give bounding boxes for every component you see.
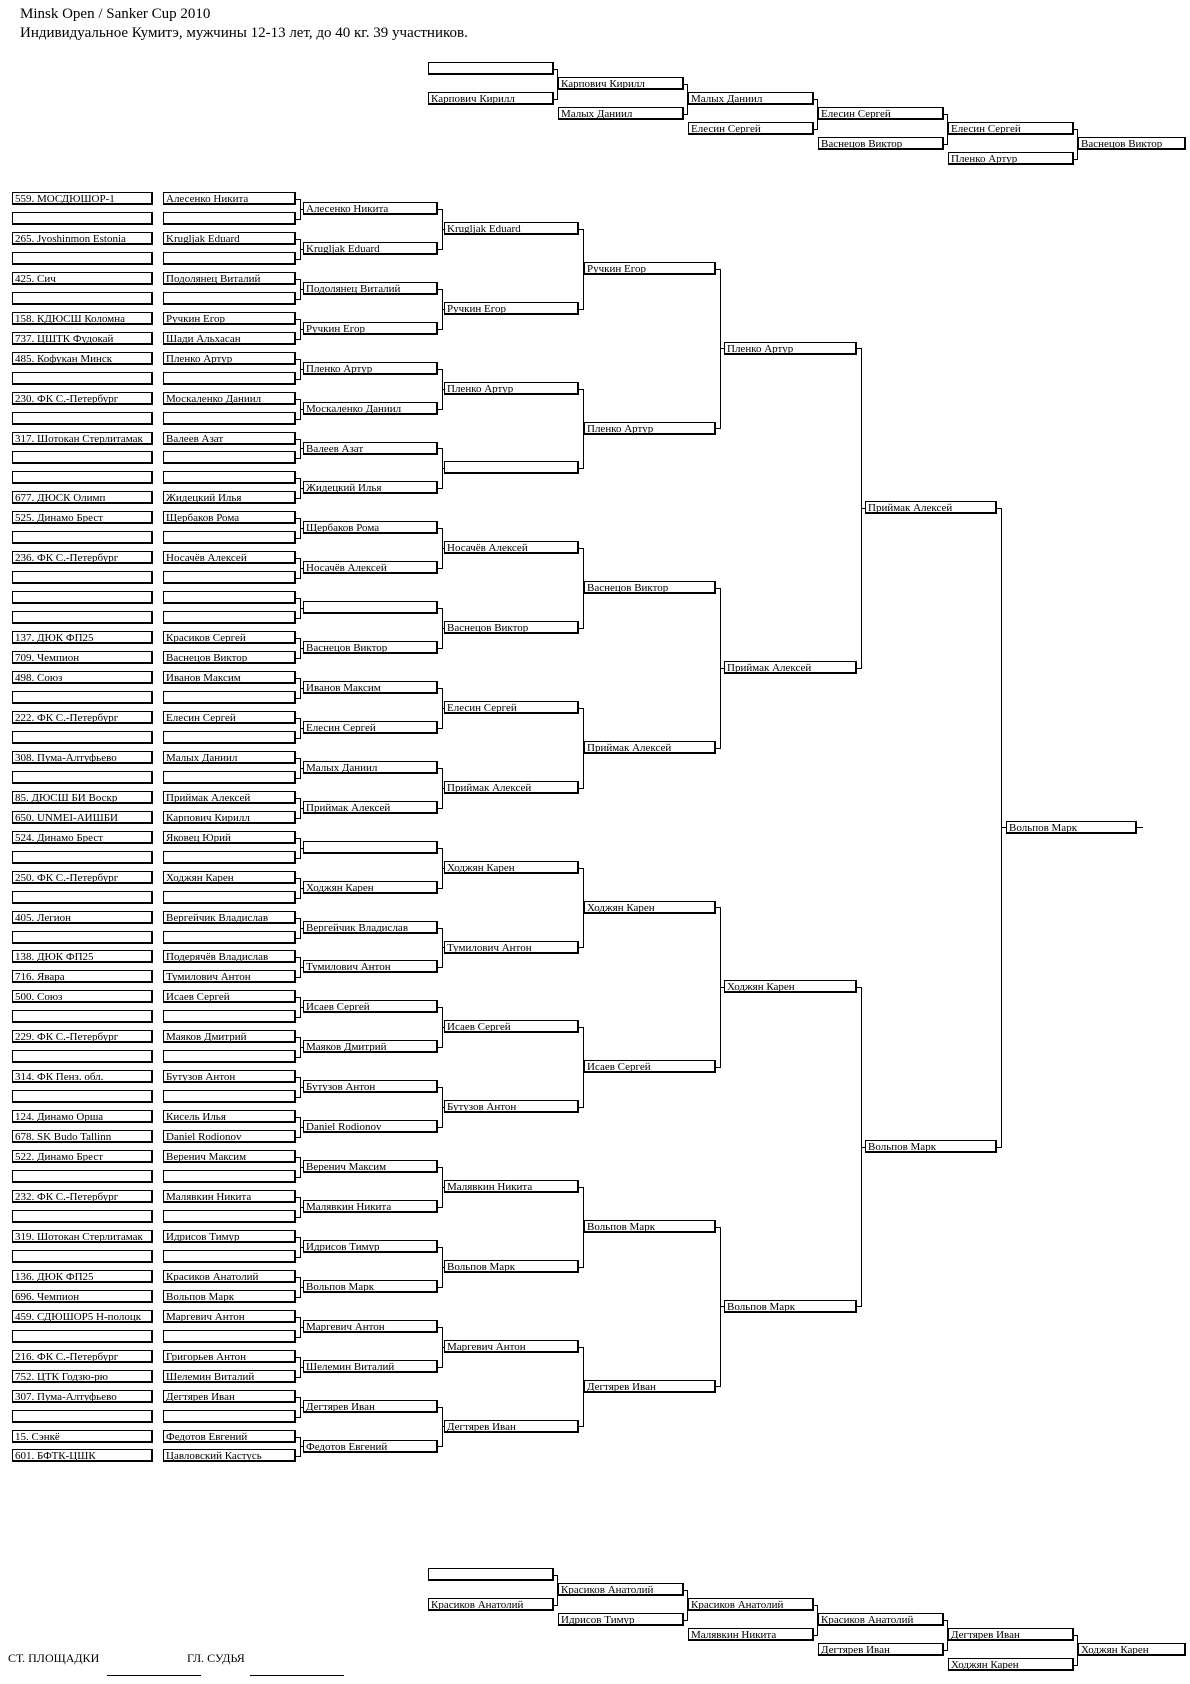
competitor-name: Карпович Кирилл [163,811,296,824]
club-entry: 559. МОСДЮШОР-1 [12,192,153,205]
club-entry: 314. ФК Пенз. обл. [12,1070,153,1083]
bracket-slot: Krugljak Eduard [303,242,438,255]
club-entry: 216. ФК С.-Петербург [12,1350,153,1363]
bracket-slot: Елесин Сергей [444,701,579,714]
competitor-name [163,1010,296,1023]
club-entry [12,1090,153,1103]
competitor-name: Григорьев Антон [163,1350,296,1363]
bracket-slot: Идрисов Тимур [303,1240,438,1253]
club-entry: 136. ДЮК ФП25 [12,1270,153,1283]
repechage-bottom-slot: Идрисов Тимур [558,1613,684,1626]
repechage-bottom-slot: Ходжян Карен [1078,1643,1186,1656]
club-entry [12,1410,153,1423]
competitor-name: Шади Альхасан [163,332,296,345]
club-entry: 752. ЦТК Годзю-рю [12,1370,153,1383]
club-entry: 232. ФК С.-Петербург [12,1190,153,1203]
competitor-name [163,292,296,305]
club-entry [12,212,153,225]
bracket-slot: Дегтярев Иван [584,1380,716,1393]
competitor-name: Вольпов Марк [163,1290,296,1303]
competitor-name: Krugljak Eduard [163,232,296,245]
bracket-slot: Дегтярев Иван [444,1420,579,1433]
bracket-slot: Daniel Rodionov [303,1120,438,1133]
club-entry [12,292,153,305]
bracket-slot: Пленко Артур [584,422,716,435]
repechage-bottom-slot: Дегтярев Иван [818,1643,944,1656]
competitor-name: Ручкин Егор [163,312,296,325]
competitor-name: Бутузов Антон [163,1070,296,1083]
bracket-slot: Елесин Сергей [303,721,438,734]
bracket-slot: Бутузов Антон [444,1100,579,1113]
club-entry: 124. Динамо Орша [12,1110,153,1123]
competitor-name: Ходжян Карен [163,871,296,884]
competitor-name [163,252,296,265]
club-entry [12,372,153,385]
club-entry: 307. Пума-Алтуфьево [12,1390,153,1403]
club-entry: 222. ФК С.-Петербург [12,711,153,724]
club-entry [12,531,153,544]
repechage-top-slot: Пленко Артур [948,152,1074,165]
bracket-slot: Жидецкий Илья [303,481,438,494]
competitor-name: Кисель Илья [163,1110,296,1123]
bracket-slot: Вергейчик Владислав [303,921,438,934]
competitor-name [163,1090,296,1103]
repechage-top-slot: Карпович Кирилл [558,77,684,90]
bracket-slot: Щербаков Рома [303,521,438,534]
competitor-name: Маргевич Антон [163,1310,296,1323]
repechage-top-slot: Васнецов Виктор [1078,137,1186,150]
competitor-name [163,212,296,225]
competitor-name [163,372,296,385]
club-entry [12,1170,153,1183]
competitor-name [163,451,296,464]
site-signature-line [107,1675,201,1676]
club-entry: 308. Пума-Алтуфьево [12,751,153,764]
competitor-name: Шелемин Виталий [163,1370,296,1383]
judge-label: ГЛ. СУДЬЯ [187,1651,245,1665]
club-entry [12,691,153,704]
club-entry: 15. Сэнкё [12,1430,153,1443]
club-entry: 498. Союз [12,671,153,684]
bracket-slot: Подолянец Виталий [303,282,438,295]
club-entry: 485. Кофукан Минск [12,352,153,365]
competitor-name: Веренич Максим [163,1150,296,1163]
competitor-name: Пленко Артур [163,352,296,365]
bracket-slot: Пленко Артур [724,342,857,355]
club-entry [12,771,153,784]
competitor-name [163,412,296,425]
club-entry: 678. SK Budo Tallinn [12,1130,153,1143]
club-entry [12,252,153,265]
club-entry: 650. UNMEI-АИШБИ [12,811,153,824]
club-entry: 229. ФК С.-Петербург [12,1030,153,1043]
bracket-slot: Вольпов Марк [444,1260,579,1273]
bracket-slot [303,601,438,614]
bracket-slot: Вольпов Марк [724,1300,857,1313]
competitor-name: Елесин Сергей [163,711,296,724]
competitor-name: Жидецкий Илья [163,491,296,504]
bracket-slot: Вольпов Марк [584,1220,716,1233]
bracket-slot: Ходжян Карен [303,881,438,894]
competitor-name: Васнецов Виктор [163,651,296,664]
bracket-slot: Приймак Алексей [584,741,716,754]
club-entry: 716. Явара [12,970,153,983]
bracket-slot: Пленко Артур [444,382,579,395]
repechage-top-slot: Васнецов Виктор [818,137,944,150]
bracket-slot: Дегтярев Иван [303,1400,438,1413]
bracket-slot: Ручкин Егор [444,302,579,315]
competitor-name [163,731,296,744]
club-entry: 158. КДЮСШ Коломна [12,312,153,325]
bracket-slot: Шелемин Виталий [303,1360,438,1373]
repechage-bottom-slot: Дегтярев Иван [948,1628,1074,1641]
competitor-name [163,851,296,864]
repechage-top-slot [428,62,554,75]
bracket-slot: Валеев Азат [303,442,438,455]
club-entry [12,471,153,484]
bracket-slot: Ручкин Егор [584,262,716,275]
club-entry: 319. Шотокан Стерлитамак [12,1230,153,1243]
bracket-slot: Krugljak Eduard [444,222,579,235]
competitor-name: Подерячёв Владислав [163,950,296,963]
bracket-slot: Маяков Дмитрий [303,1040,438,1053]
club-entry: 500. Союз [12,990,153,1003]
club-entry [12,1210,153,1223]
club-entry: 317. Шотокан Стерлитамак [12,432,153,445]
repechage-top-slot: Малых Даниил [688,92,814,105]
competitor-name [163,611,296,624]
repechage-bottom-slot: Красиков Анатолий [428,1598,554,1611]
bracket-slot: Васнецов Виктор [444,621,579,634]
competitor-name: Иванов Максим [163,671,296,684]
competitor-name: Алесенко Никита [163,192,296,205]
competitor-name: Валеев Азат [163,432,296,445]
repechage-bottom-slot: Красиков Анатолий [688,1598,814,1611]
bracket-slot: Маргевич Антон [444,1340,579,1353]
competitor-name [163,691,296,704]
repechage-top-slot: Карпович Кирилл [428,92,554,105]
bracket-slot [303,841,438,854]
bracket-slot: Веренич Максим [303,1160,438,1173]
page-subtitle: Индивидуальное Кумитэ, мужчины 12-13 лет, до 40 кг. 39 участников. [20,25,468,41]
club-entry: 709. Чемпион [12,651,153,664]
competitor-name [163,471,296,484]
bracket-slot: Приймак Алексей [303,801,438,814]
club-entry [12,451,153,464]
bracket-slot: Ходжян Карен [444,861,579,874]
club-entry: 524. Динамо Брест [12,831,153,844]
club-entry [12,1010,153,1023]
bracket-slot: Васнецов Виктор [303,641,438,654]
connector-line [1137,827,1143,828]
bracket-slot: Федотов Евгений [303,1440,438,1453]
club-entry [12,1250,153,1263]
club-entry [12,931,153,944]
competitor-name [163,1170,296,1183]
bracket-slot: Малявкин Никита [303,1200,438,1213]
competitor-name [163,931,296,944]
competitor-name: Малявкин Никита [163,1190,296,1203]
competitor-name: Идрисов Тимур [163,1230,296,1243]
club-entry [12,1330,153,1343]
competitor-name [163,591,296,604]
competitor-name: Цавловский Кастусь [163,1449,296,1462]
club-entry [12,591,153,604]
bracket-slot: Вольпов Марк [303,1280,438,1293]
repechage-bottom-slot: Красиков Анатолий [818,1613,944,1626]
competitor-name: Приймак Алексей [163,791,296,804]
bracket-slot: Пленко Артур [303,362,438,375]
repechage-top-slot: Елесин Сергей [688,122,814,135]
bracket-slot: Алесенко Никита [303,202,438,215]
bracket-slot: Васнецов Виктор [584,581,716,594]
club-entry [12,891,153,904]
bracket-slot: Носачёв Алексей [444,541,579,554]
repechage-top-slot: Елесин Сергей [818,107,944,120]
club-entry: 459. СДЮШОР5 Н-полоцк [12,1310,153,1323]
bracket-slot: Приймак Алексей [865,501,997,514]
club-entry: 522. Динамо Брест [12,1150,153,1163]
club-entry [12,611,153,624]
repechage-bottom-slot: Ходжян Карен [948,1658,1074,1671]
club-entry: 677. ДЮСК Олимп [12,491,153,504]
club-entry: 250. ФК С.-Петербург [12,871,153,884]
club-entry: 137. ДЮК ФП25 [12,631,153,644]
club-entry [12,851,153,864]
site-label: СТ. ПЛОЩАДКИ [8,1651,100,1665]
competitor-name: Щербаков Рома [163,511,296,524]
competitor-name [163,531,296,544]
bracket-slot: Маргевич Антон [303,1320,438,1333]
competitor-name: Красиков Анатолий [163,1270,296,1283]
bracket-slot: Вольпов Марк [865,1140,997,1153]
repechage-bottom-slot: Красиков Анатолий [558,1583,684,1596]
bracket-slot: Приймак Алексей [724,661,857,674]
competitor-name: Исаев Сергей [163,990,296,1003]
competitor-name: Малых Даниил [163,751,296,764]
repechage-top-slot: Малых Даниил [558,107,684,120]
competitor-name [163,1050,296,1063]
bracket-slot: Ходжян Карен [584,901,716,914]
page-title: Minsk Open / Sanker Cup 2010 [20,6,211,22]
club-entry [12,1050,153,1063]
competitor-name: Daniel Rodionov [163,1130,296,1143]
winner-slot: Вольпов Марк [1006,821,1137,834]
bracket-slot: Бутузов Антон [303,1080,438,1093]
competitor-name: Красиков Сергей [163,631,296,644]
competitor-name: Яковец Юрий [163,831,296,844]
competitor-name: Носачёв Алексей [163,551,296,564]
bracket-slot [444,461,579,474]
club-entry: 405. Легион [12,911,153,924]
competitor-name: Маяков Дмитрий [163,1030,296,1043]
repechage-bottom-slot [428,1568,554,1581]
club-entry: 525. Динамо Брест [12,511,153,524]
competitor-name [163,1330,296,1343]
competitor-name: Дегтярев Иван [163,1390,296,1403]
bracket-slot: Иванов Максим [303,681,438,694]
club-entry [12,571,153,584]
bracket-slot: Исаев Сергей [303,1000,438,1013]
club-entry: 85. ДЮСШ БИ Воскр [12,791,153,804]
judge-signature-line [250,1675,344,1676]
competitor-name [163,1210,296,1223]
club-entry: 230. ФК С.-Петербург [12,392,153,405]
competitor-name: Подолянец Виталий [163,272,296,285]
bracket-slot: Приймак Алексей [444,781,579,794]
club-entry: 601. БФТК-ЦШК [12,1449,153,1462]
repechage-top-slot: Елесин Сергей [948,122,1074,135]
bracket-slot: Ходжян Карен [724,980,857,993]
competitor-name [163,1250,296,1263]
competitor-name: Тумилович Антон [163,970,296,983]
bracket-slot: Исаев Сергей [444,1020,579,1033]
club-entry: 138. ДЮК ФП25 [12,950,153,963]
bracket-slot: Малявкин Никита [444,1180,579,1193]
competitor-name [163,571,296,584]
club-entry [12,731,153,744]
bracket-slot: Малых Даниил [303,761,438,774]
club-entry [12,412,153,425]
bracket-slot: Носачёв Алексей [303,561,438,574]
competitor-name: Москаленко Даниил [163,392,296,405]
club-entry: 737. ЦШТК Фудокай [12,332,153,345]
competitor-name: Федотов Евгений [163,1430,296,1443]
bracket-slot: Исаев Сергей [584,1060,716,1073]
bracket-slot: Тумилович Антон [303,960,438,973]
club-entry: 425. Сич [12,272,153,285]
club-entry: 696. Чемпион [12,1290,153,1303]
competitor-name [163,891,296,904]
competitor-name: Вергейчик Владислав [163,911,296,924]
repechage-bottom-slot: Малявкин Никита [688,1628,814,1641]
bracket-slot: Тумилович Антон [444,941,579,954]
bracket-slot: Москаленко Даниил [303,402,438,415]
club-entry: 265. Jyoshinmon Estonia [12,232,153,245]
club-entry: 236. ФК С.-Петербург [12,551,153,564]
competitor-name [163,1410,296,1423]
bracket-slot: Ручкин Егор [303,322,438,335]
competitor-name [163,771,296,784]
